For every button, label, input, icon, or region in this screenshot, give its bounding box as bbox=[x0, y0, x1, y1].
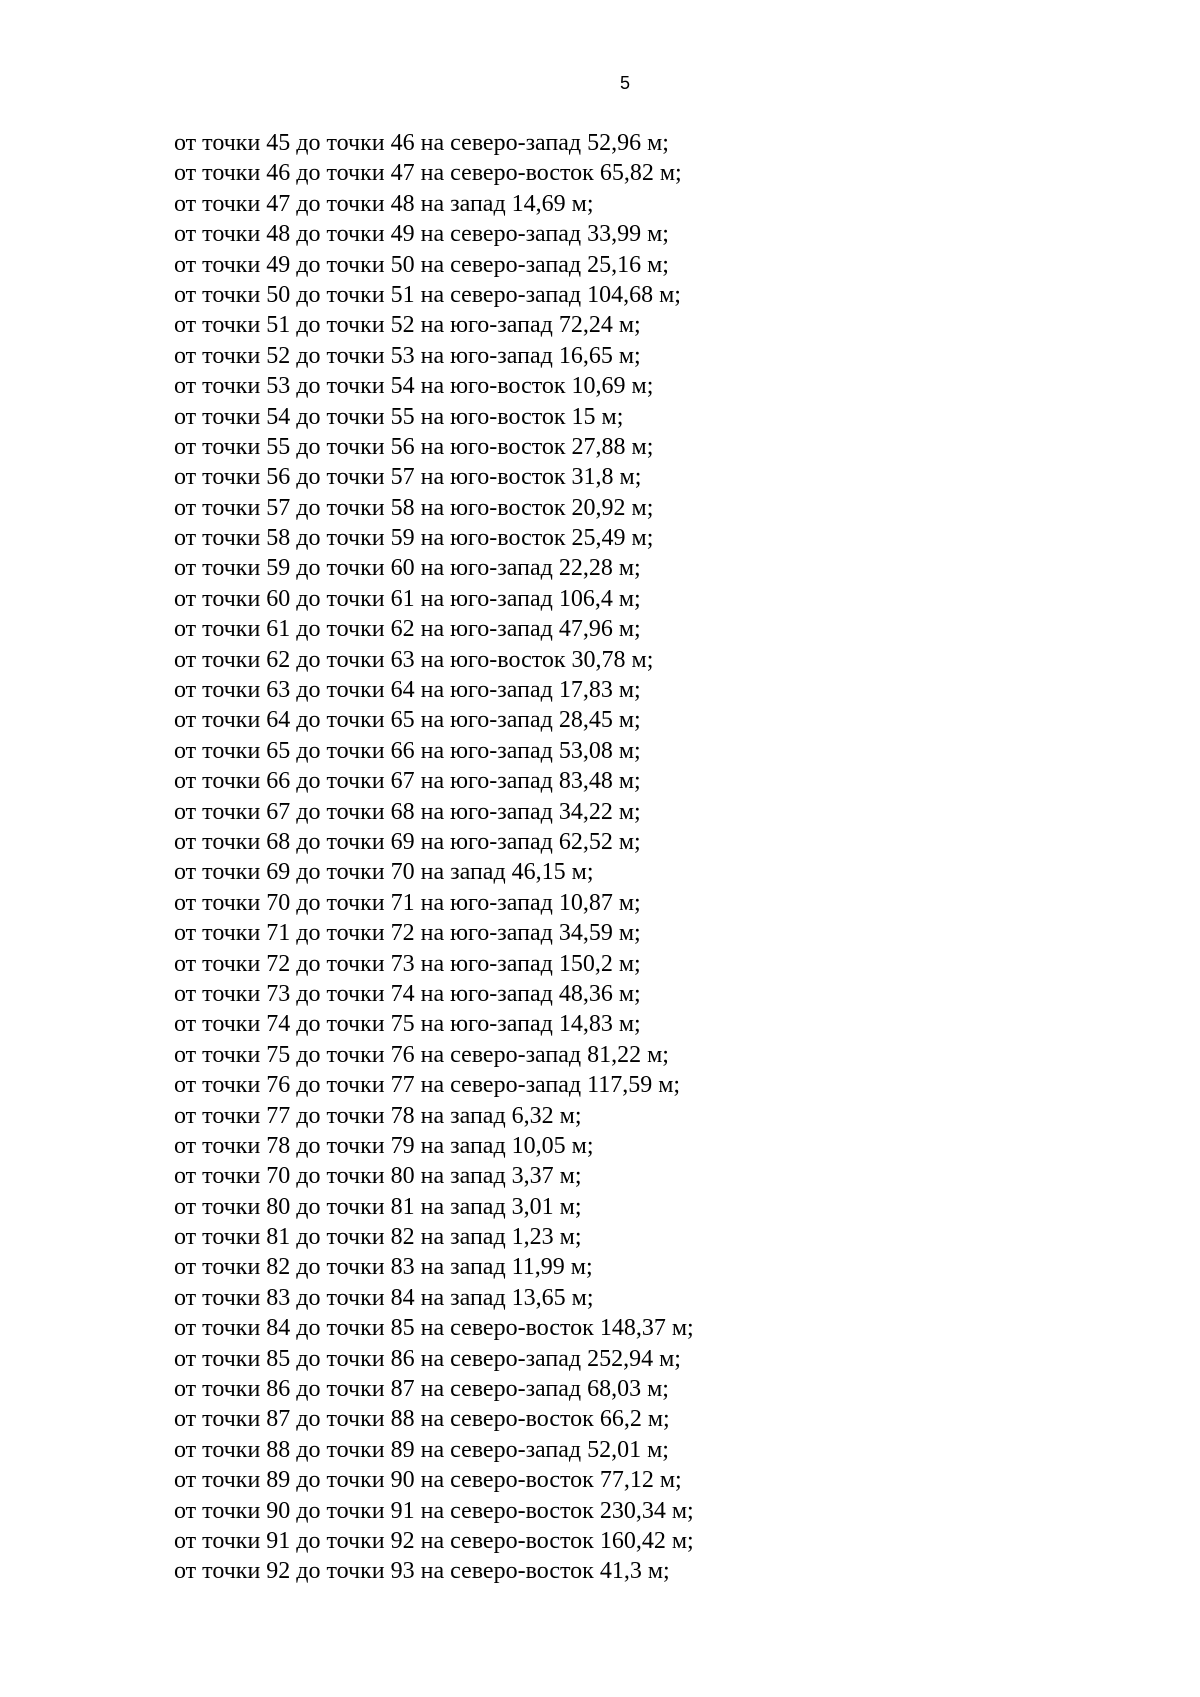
boundary-segment-line: от точки 72 до точки 73 на юго-запад 150,2 м; bbox=[174, 950, 641, 977]
boundary-segment-line: от точки 63 до точки 64 на юго-запад 17,83 м; bbox=[174, 677, 641, 704]
boundary-segment-line: от точки 85 до точки 86 на северо-запад 252,94 м; bbox=[174, 1345, 681, 1372]
boundary-segment-line: от точки 48 до точки 49 на северо-запад 33,99 м; bbox=[174, 221, 669, 248]
boundary-segment-line: от точки 56 до точки 57 на юго-восток 31,8 м; bbox=[174, 464, 642, 491]
boundary-segment-line: от точки 54 до точки 55 на юго-восток 15 м; bbox=[174, 403, 624, 430]
boundary-segment-line: от точки 76 до точки 77 на северо-запад 117,59 м; bbox=[174, 1072, 681, 1099]
boundary-segment-line: от точки 53 до точки 54 на юго-восток 10,69 м; bbox=[174, 373, 654, 400]
boundary-segment-line: от точки 92 до точки 93 на северо-восток 41,3 м; bbox=[174, 1558, 670, 1585]
boundary-segment-line: от точки 57 до точки 58 на юго-восток 20,92 м; bbox=[174, 494, 654, 521]
boundary-segment-line: от точки 59 до точки 60 на юго-запад 22,28 м; bbox=[174, 555, 641, 582]
boundary-segment-line: от точки 60 до точки 61 на юго-запад 106,4 м; bbox=[174, 585, 641, 612]
boundary-segment-line: от точки 90 до точки 91 на северо-восток 230,34 м; bbox=[174, 1497, 694, 1524]
boundary-segment-line: от точки 80 до точки 81 на запад 3,01 м; bbox=[174, 1193, 582, 1220]
boundary-segment-line: от точки 74 до точки 75 на юго-запад 14,83 м; bbox=[174, 1011, 641, 1038]
boundary-segment-line: от точки 61 до точки 62 на юго-запад 47,96 м; bbox=[174, 616, 641, 643]
boundary-segment-line: от точки 67 до точки 68 на юго-запад 34,22 м; bbox=[174, 798, 641, 825]
boundary-segment-line: от точки 68 до точки 69 на юго-запад 62,52 м; bbox=[174, 828, 641, 855]
boundary-segment-line: от точки 65 до точки 66 на юго-запад 53,08 м; bbox=[174, 737, 641, 764]
boundary-segment-line: от точки 49 до точки 50 на северо-запад 25,16 м; bbox=[174, 251, 669, 278]
boundary-segment-line: от точки 50 до точки 51 на северо-запад 104,68 м; bbox=[174, 281, 681, 308]
boundary-segment-line: от точки 69 до точки 70 на запад 46,15 м; bbox=[174, 859, 594, 886]
boundary-segment-line: от точки 62 до точки 63 на юго-восток 30,78 м; bbox=[174, 646, 654, 673]
boundary-segment-line: от точки 70 до точки 80 на запад 3,37 м; bbox=[174, 1163, 582, 1190]
boundary-segment-line: от точки 77 до точки 78 на запад 6,32 м; bbox=[174, 1102, 582, 1129]
boundary-segment-line: от точки 45 до точки 46 на северо-запад 52,96 м; bbox=[174, 130, 669, 156]
boundary-segment-line: от точки 71 до точки 72 на юго-запад 34,59 м; bbox=[174, 920, 641, 947]
boundary-segment-line: от точки 47 до точки 48 на запад 14,69 м; bbox=[174, 190, 594, 217]
boundary-segment-line: от точки 55 до точки 56 на юго-восток 27,88 м; bbox=[174, 433, 654, 460]
boundary-segment-line: от точки 73 до точки 74 на юго-запад 48,36 м; bbox=[174, 980, 641, 1007]
boundary-segment-line: от точки 52 до точки 53 на юго-запад 16,65 м; bbox=[174, 342, 641, 369]
boundary-segment-line: от точки 66 до точки 67 на юго-запад 83,48 м; bbox=[174, 768, 641, 795]
boundary-segment-line: от точки 83 до точки 84 на запад 13,65 м; bbox=[174, 1284, 594, 1311]
boundary-segment-line: от точки 86 до точки 87 на северо-запад 68,03 м; bbox=[174, 1376, 669, 1403]
boundary-description-list bbox=[174, 128, 694, 1587]
boundary-segment-line: от точки 91 до точки 92 на северо-восток 160,42 м; bbox=[174, 1527, 694, 1554]
boundary-segment-line: от точки 64 до точки 65 на юго-запад 28,45 м; bbox=[174, 707, 641, 734]
boundary-segment-line: от точки 51 до точки 52 на юго-запад 72,24 м; bbox=[174, 312, 641, 339]
boundary-segment-line: от точки 58 до точки 59 на юго-восток 25,49 м; bbox=[174, 525, 654, 552]
boundary-segment-line: от точки 82 до точки 83 на запад 11,99 м; bbox=[174, 1254, 593, 1281]
boundary-segment-line: от точки 78 до точки 79 на запад 10,05 м; bbox=[174, 1132, 594, 1159]
boundary-segment-line: от точки 88 до точки 89 на северо-запад 52,01 м; bbox=[174, 1436, 669, 1463]
boundary-segment-line: от точки 81 до точки 82 на запад 1,23 м; bbox=[174, 1224, 582, 1251]
boundary-segment-line: от точки 46 до точки 47 на северо-восток 65,82 м; bbox=[174, 160, 682, 187]
boundary-segment-line: от точки 70 до точки 71 на юго-запад 10,87 м; bbox=[174, 889, 641, 916]
boundary-segment-line: от точки 89 до точки 90 на северо-восток 77,12 м; bbox=[174, 1467, 682, 1494]
boundary-segment-line: от точки 84 до точки 85 на северо-восток 148,37 м; bbox=[174, 1315, 694, 1342]
boundary-segment-line: от точки 75 до точки 76 на северо-запад 81,22 м; bbox=[174, 1041, 669, 1068]
boundary-segment-line: от точки 87 до точки 88 на северо-восток 66,2 м; bbox=[174, 1406, 670, 1433]
page-number: 5 bbox=[619, 73, 630, 93]
